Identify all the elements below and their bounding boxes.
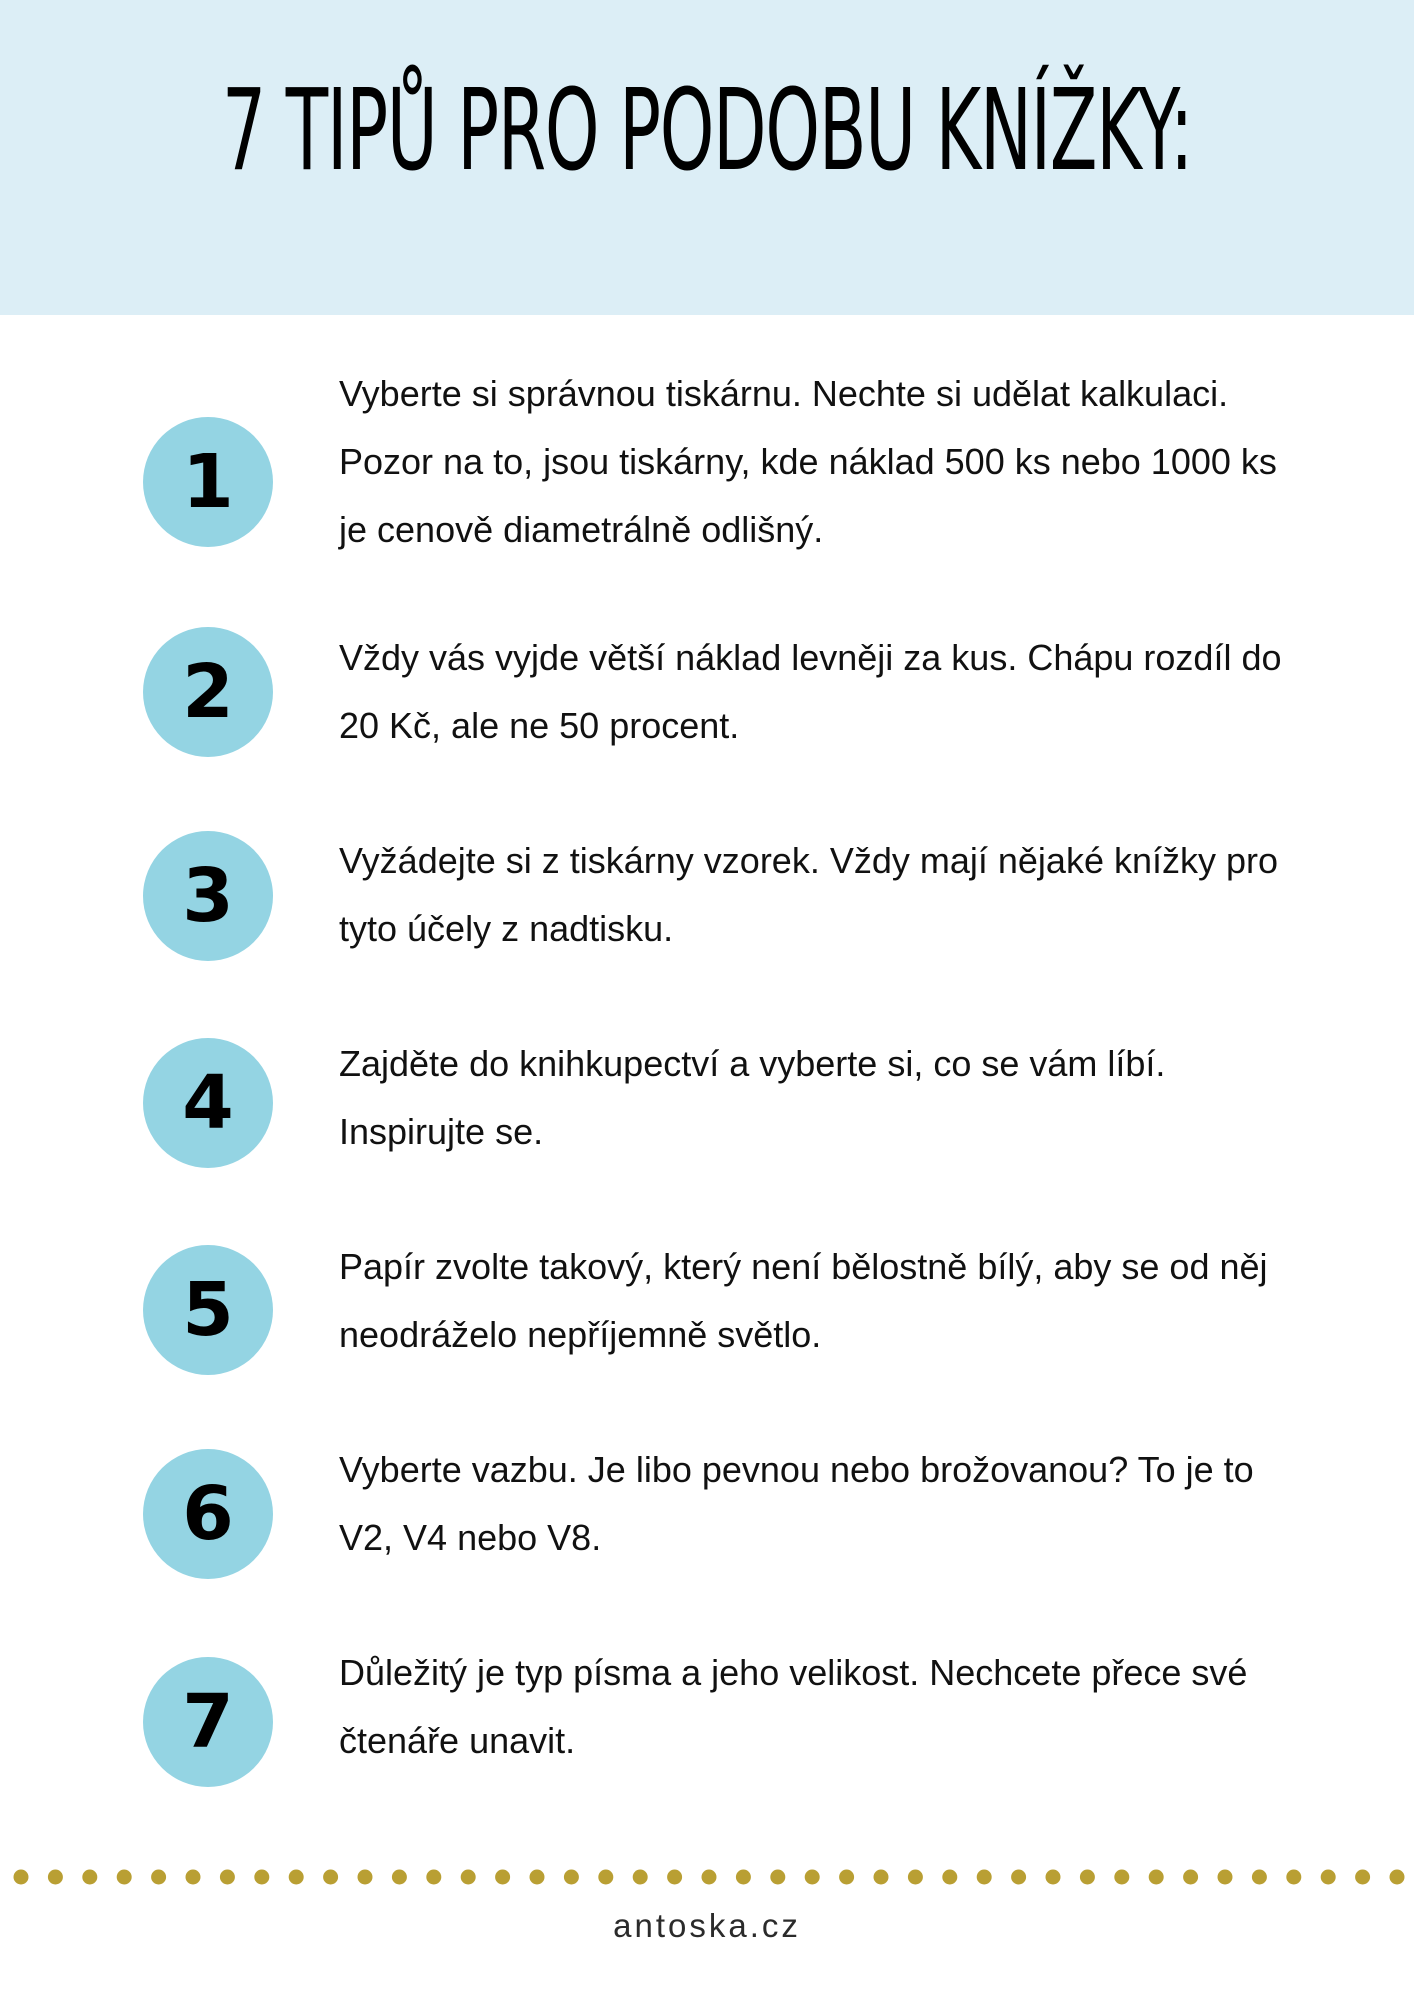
divider-dot: [1355, 1870, 1370, 1885]
divider-dot: [667, 1870, 682, 1885]
divider-dot: [564, 1870, 579, 1885]
divider-dot: [186, 1870, 201, 1885]
footer-site-name: antoska.cz: [613, 1907, 801, 1944]
divider-dot: [461, 1870, 476, 1885]
divider-dot: [48, 1870, 63, 1885]
divider-dot: [323, 1870, 338, 1885]
divider-dot: [1114, 1870, 1129, 1885]
tip-text: Vyžádejte si z tiskárny vzorek. Vždy mají nějaké knížky pro tyto účely z nadtisku.: [339, 840, 1279, 949]
divider-dot: [530, 1870, 545, 1885]
divider-dot: [1183, 1870, 1198, 1885]
tip-number-badge: [143, 627, 273, 757]
divider-dot: [633, 1870, 648, 1885]
tip-text: Vždy vás vyjde větší náklad levněji za kus. Chápu rozdíl do 20 Kč, ale ne 50 procent.: [339, 637, 1282, 746]
tip-number: 3: [182, 853, 234, 939]
dotted-divider: [0, 1865, 1414, 1889]
tip-text: Papír zvolte takový, který není bělostně bílý, aby se od něj neodráželo nepříjemně světlo.: [339, 1246, 1268, 1355]
tip-number: 7: [182, 1679, 234, 1765]
divider-dot: [839, 1870, 854, 1885]
divider-dot: [426, 1870, 441, 1885]
divider-dot: [1321, 1870, 1336, 1885]
divider-dot: [770, 1870, 785, 1885]
divider-dot: [14, 1870, 29, 1885]
divider-dot: [1218, 1870, 1233, 1885]
divider-dot: [220, 1870, 235, 1885]
tip-text: Vyberte vazbu. Je libo pevnou nebo brožovanou? To je to V2, V4 nebo V8.: [339, 1449, 1254, 1558]
tip-number: 2: [182, 649, 234, 735]
divider-dot: [1252, 1870, 1267, 1885]
divider-dot: [1080, 1870, 1095, 1885]
tip-number: 5: [182, 1267, 234, 1353]
divider-dot: [908, 1870, 923, 1885]
divider-dot: [82, 1870, 97, 1885]
tip-number-badge: [143, 1245, 273, 1375]
divider-dot: [1046, 1870, 1061, 1885]
divider-dot: [702, 1870, 717, 1885]
tip-number: 4: [182, 1060, 234, 1146]
divider-dot: [358, 1870, 373, 1885]
tip-text: Zajděte do knihkupectví a vyberte si, co se vám líbí. Inspirujte se.: [339, 1043, 1166, 1152]
divider-dot: [1149, 1870, 1164, 1885]
page-title: 7 TIPŮ PRO PODOBU KNÍŽKY:: [222, 66, 1193, 196]
tip-number-badge: [143, 1449, 273, 1579]
tip-number: 1: [182, 439, 234, 525]
tip-number-badge: [143, 1657, 273, 1787]
tip-number-badge: [143, 831, 273, 961]
divider-dot: [736, 1870, 751, 1885]
divider-dot: [874, 1870, 889, 1885]
divider-dot: [1286, 1870, 1301, 1885]
divider-dot: [151, 1870, 166, 1885]
divider-dot: [495, 1870, 510, 1885]
divider-dot: [254, 1870, 269, 1885]
divider-dot: [289, 1870, 304, 1885]
tip-number-badge: [143, 417, 273, 547]
divider-dot: [598, 1870, 613, 1885]
tip-number-badge: [143, 1038, 273, 1168]
divider-dot: [117, 1870, 132, 1885]
divider-dot: [1390, 1870, 1405, 1885]
divider-dot: [1011, 1870, 1026, 1885]
tip-number: 6: [182, 1471, 234, 1557]
divider-dot: [392, 1870, 407, 1885]
divider-dot: [942, 1870, 957, 1885]
tip-text: Důležitý je typ písma a jeho velikost. Nechcete přece své čtenáře unavit.: [339, 1652, 1248, 1761]
divider-dot: [805, 1870, 820, 1885]
tip-text: Vyberte si správnou tiskárnu. Nechte si udělat kalkulaci. Pozor na to, jsou tiskárny, kde náklad 500 ks nebo 1000 ks je cenově diametrálně odlišný.: [339, 373, 1277, 550]
divider-dot: [977, 1870, 992, 1885]
header-banner: [0, 0, 1414, 315]
